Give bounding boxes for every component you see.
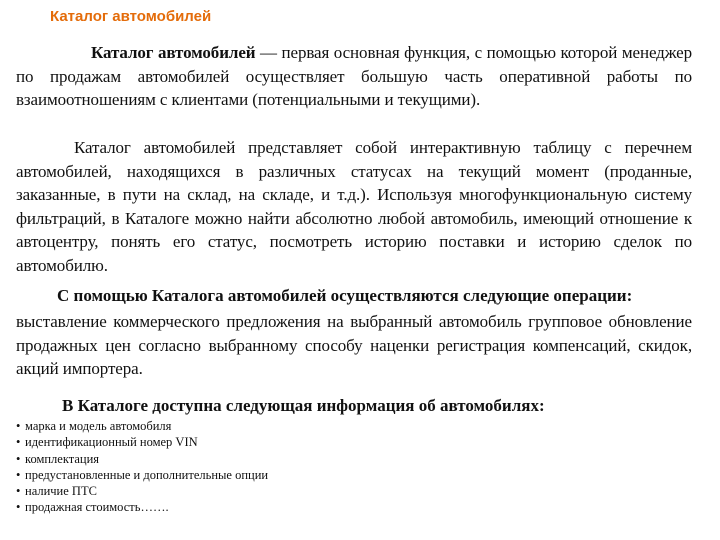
list-item-label: комплектация bbox=[25, 451, 100, 466]
list-item bbox=[16, 451, 268, 467]
bullet-icon: • bbox=[16, 500, 21, 515]
list-item bbox=[16, 483, 268, 499]
bullet-icon: • bbox=[16, 451, 21, 466]
intro-text: — первая основная функция, с помощью которой менеджер по продажам автомобилей осуществляет большую часть оперативной работы по взаимоотношениям с клиентами (потенциальными и текущими). bbox=[16, 43, 692, 109]
intro-term: Каталог автомобилей bbox=[91, 43, 256, 62]
list-item-label: предустановленные и дополнительные опции bbox=[25, 467, 269, 482]
bullet-icon: • bbox=[16, 419, 21, 433]
list-item bbox=[16, 434, 268, 450]
list-item bbox=[16, 499, 268, 515]
bullet-icon: • bbox=[16, 484, 21, 499]
list-item bbox=[16, 418, 268, 434]
list-item-label: марка и модель автомобиля bbox=[25, 419, 172, 433]
slide-title: Каталог автомобилей bbox=[50, 8, 212, 25]
info-list bbox=[16, 418, 268, 516]
list-item-label: наличие ПТС bbox=[25, 484, 97, 499]
operations-heading: С помощью Каталога автомобилей осуществляются следующие операции: bbox=[57, 286, 633, 305]
bullet-icon: • bbox=[16, 467, 21, 482]
info-heading: В Каталоге доступна следующая информация об автомобилях: bbox=[62, 396, 545, 415]
description-paragraph: Каталог автомобилей представляет собой интерактивную таблицу с перечнем автомобилей, находящихся в различных статусах на текущий момент (проданные, заказанные, в пути на склад, на складе, и т.д.). Используя многофункциональную систему фильтраций, в Каталоге можно найти абсолютно любой автомобиль, имеющий отношение к автоцентру, понять его статус, посмотреть историю поставки и историю сделок по автомобилю. bbox=[16, 138, 692, 275]
intro-paragraph bbox=[16, 41, 692, 112]
list-item-label: идентификационный номер VIN bbox=[25, 435, 198, 450]
bullet-icon: • bbox=[16, 435, 21, 450]
list-item bbox=[16, 467, 268, 483]
list-item-label: продажная стоимость……. bbox=[25, 500, 169, 515]
operations-paragraph: выставление коммерческого предложения на выбранный автомобиль групповое обновление продажных цен согласно выбранному способу наценки регистрация компенсаций, скидок, акций импортера. bbox=[16, 312, 692, 378]
